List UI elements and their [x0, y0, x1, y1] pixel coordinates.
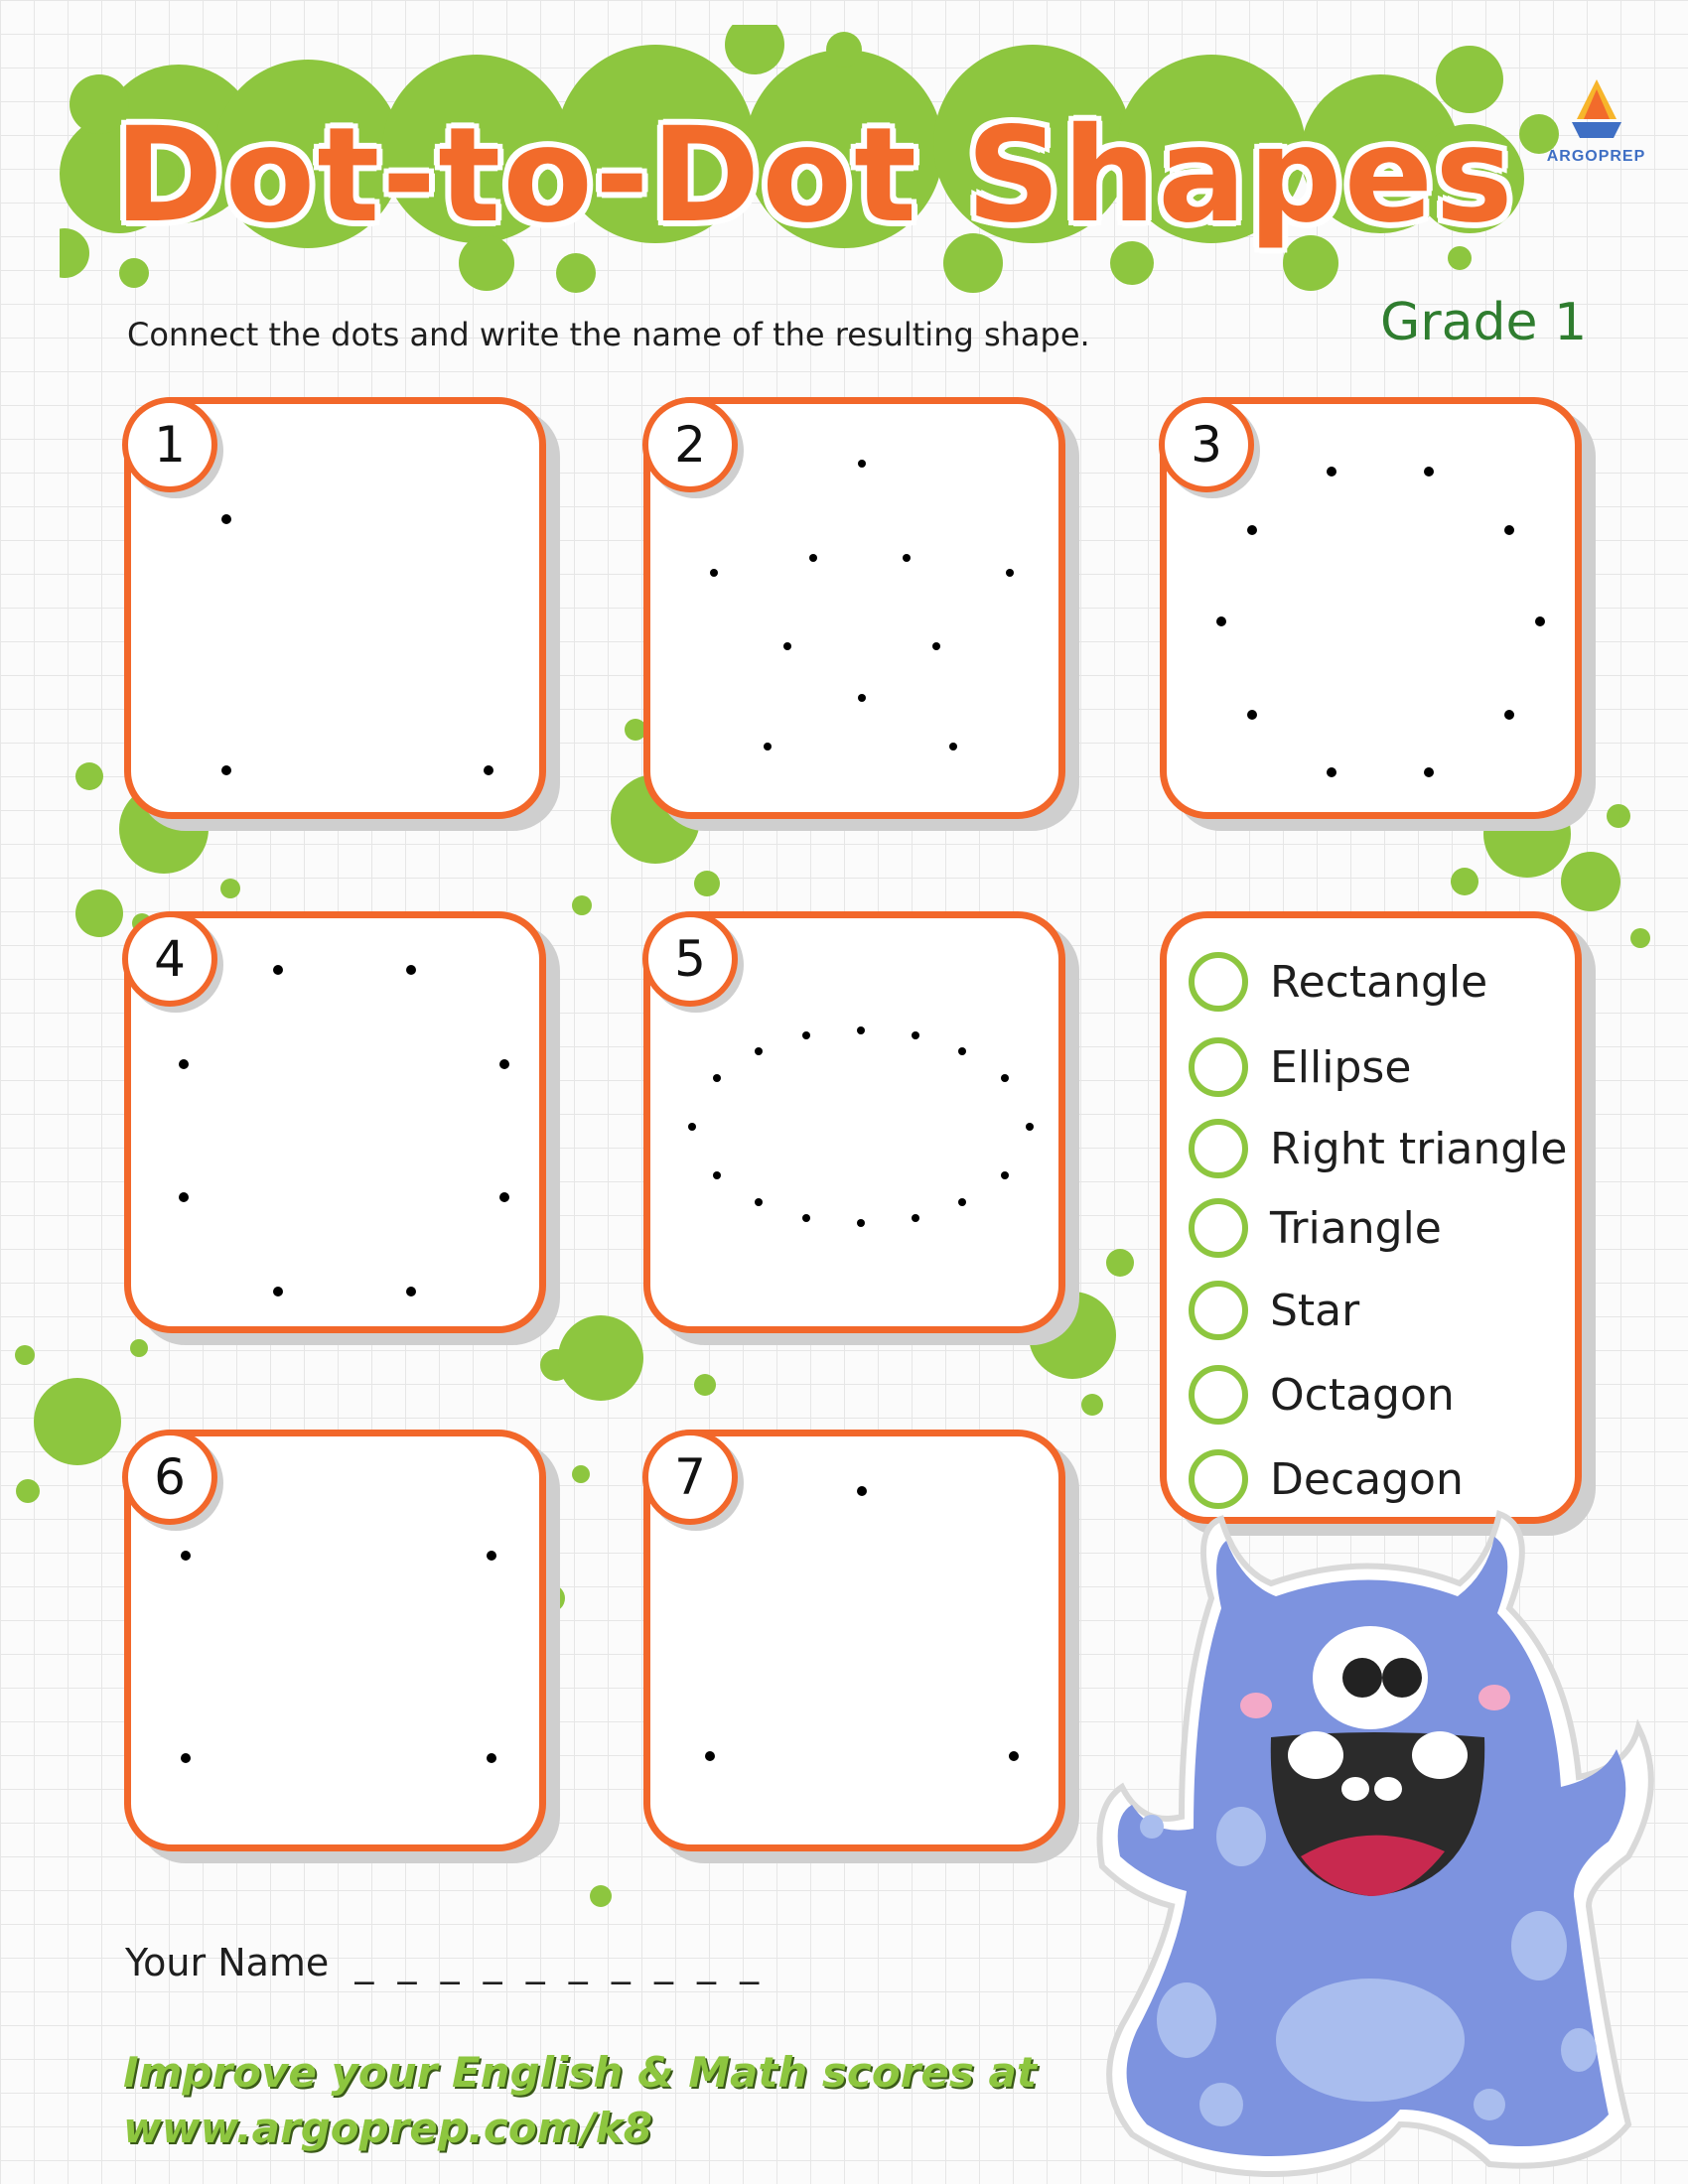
shape-options-card [1160, 911, 1582, 1524]
option-label: Right triangle [1270, 1123, 1568, 1174]
answer-circle[interactable] [1189, 1281, 1248, 1340]
option-label: Ellipse [1270, 1041, 1412, 1093]
page-title: Dot-to-Dot Shapes [114, 99, 1515, 252]
promo-line-1: Improve your English & Math scores at [123, 2048, 1037, 2097]
option-octagon[interactable] [1189, 1355, 1455, 1434]
option-label: Decagon [1270, 1453, 1464, 1505]
sailboat-icon [1562, 74, 1631, 144]
puzzle-number-5: 5 [642, 911, 738, 1007]
promo-text [123, 2045, 1037, 2156]
puzzle-number-3: 3 [1159, 397, 1254, 492]
option-label: Star [1270, 1285, 1360, 1336]
monster-illustration [1072, 1489, 1668, 2184]
option-label: Rectangle [1270, 956, 1488, 1008]
logo-text: ARGOPREP [1546, 148, 1646, 165]
answer-circle[interactable] [1189, 1037, 1248, 1097]
promo-url[interactable]: www.argoprep.com/k8 [123, 2104, 652, 2152]
grade-label: Grade 1 [1380, 293, 1588, 352]
option-rectangle[interactable] [1189, 942, 1487, 1022]
name-label: Your Name [125, 1941, 330, 1984]
option-star[interactable] [1189, 1271, 1359, 1350]
puzzle-number-2: 2 [642, 397, 738, 492]
instructions: Connect the dots and write the name of the resulting shape. [127, 316, 1090, 353]
option-triangle[interactable] [1189, 1188, 1442, 1268]
option-label: Octagon [1270, 1369, 1455, 1421]
answer-circle[interactable] [1189, 1365, 1248, 1425]
answer-circle[interactable] [1189, 1198, 1248, 1258]
option-label: Triangle [1270, 1202, 1442, 1254]
option-ellipse[interactable] [1189, 1027, 1411, 1107]
puzzle-number-6: 6 [122, 1430, 217, 1525]
name-line[interactable] [125, 1941, 765, 1984]
answer-circle[interactable] [1189, 952, 1248, 1012]
name-blank[interactable]: _ _ _ _ _ _ _ _ _ _ [354, 1941, 766, 1984]
puzzle-number-7: 7 [642, 1430, 738, 1525]
argoprep-logo [1534, 74, 1658, 189]
puzzle-number-1: 1 [122, 397, 217, 492]
option-right-triangle[interactable] [1189, 1109, 1568, 1188]
puzzle-number-4: 4 [122, 911, 217, 1007]
answer-circle[interactable] [1189, 1119, 1248, 1178]
